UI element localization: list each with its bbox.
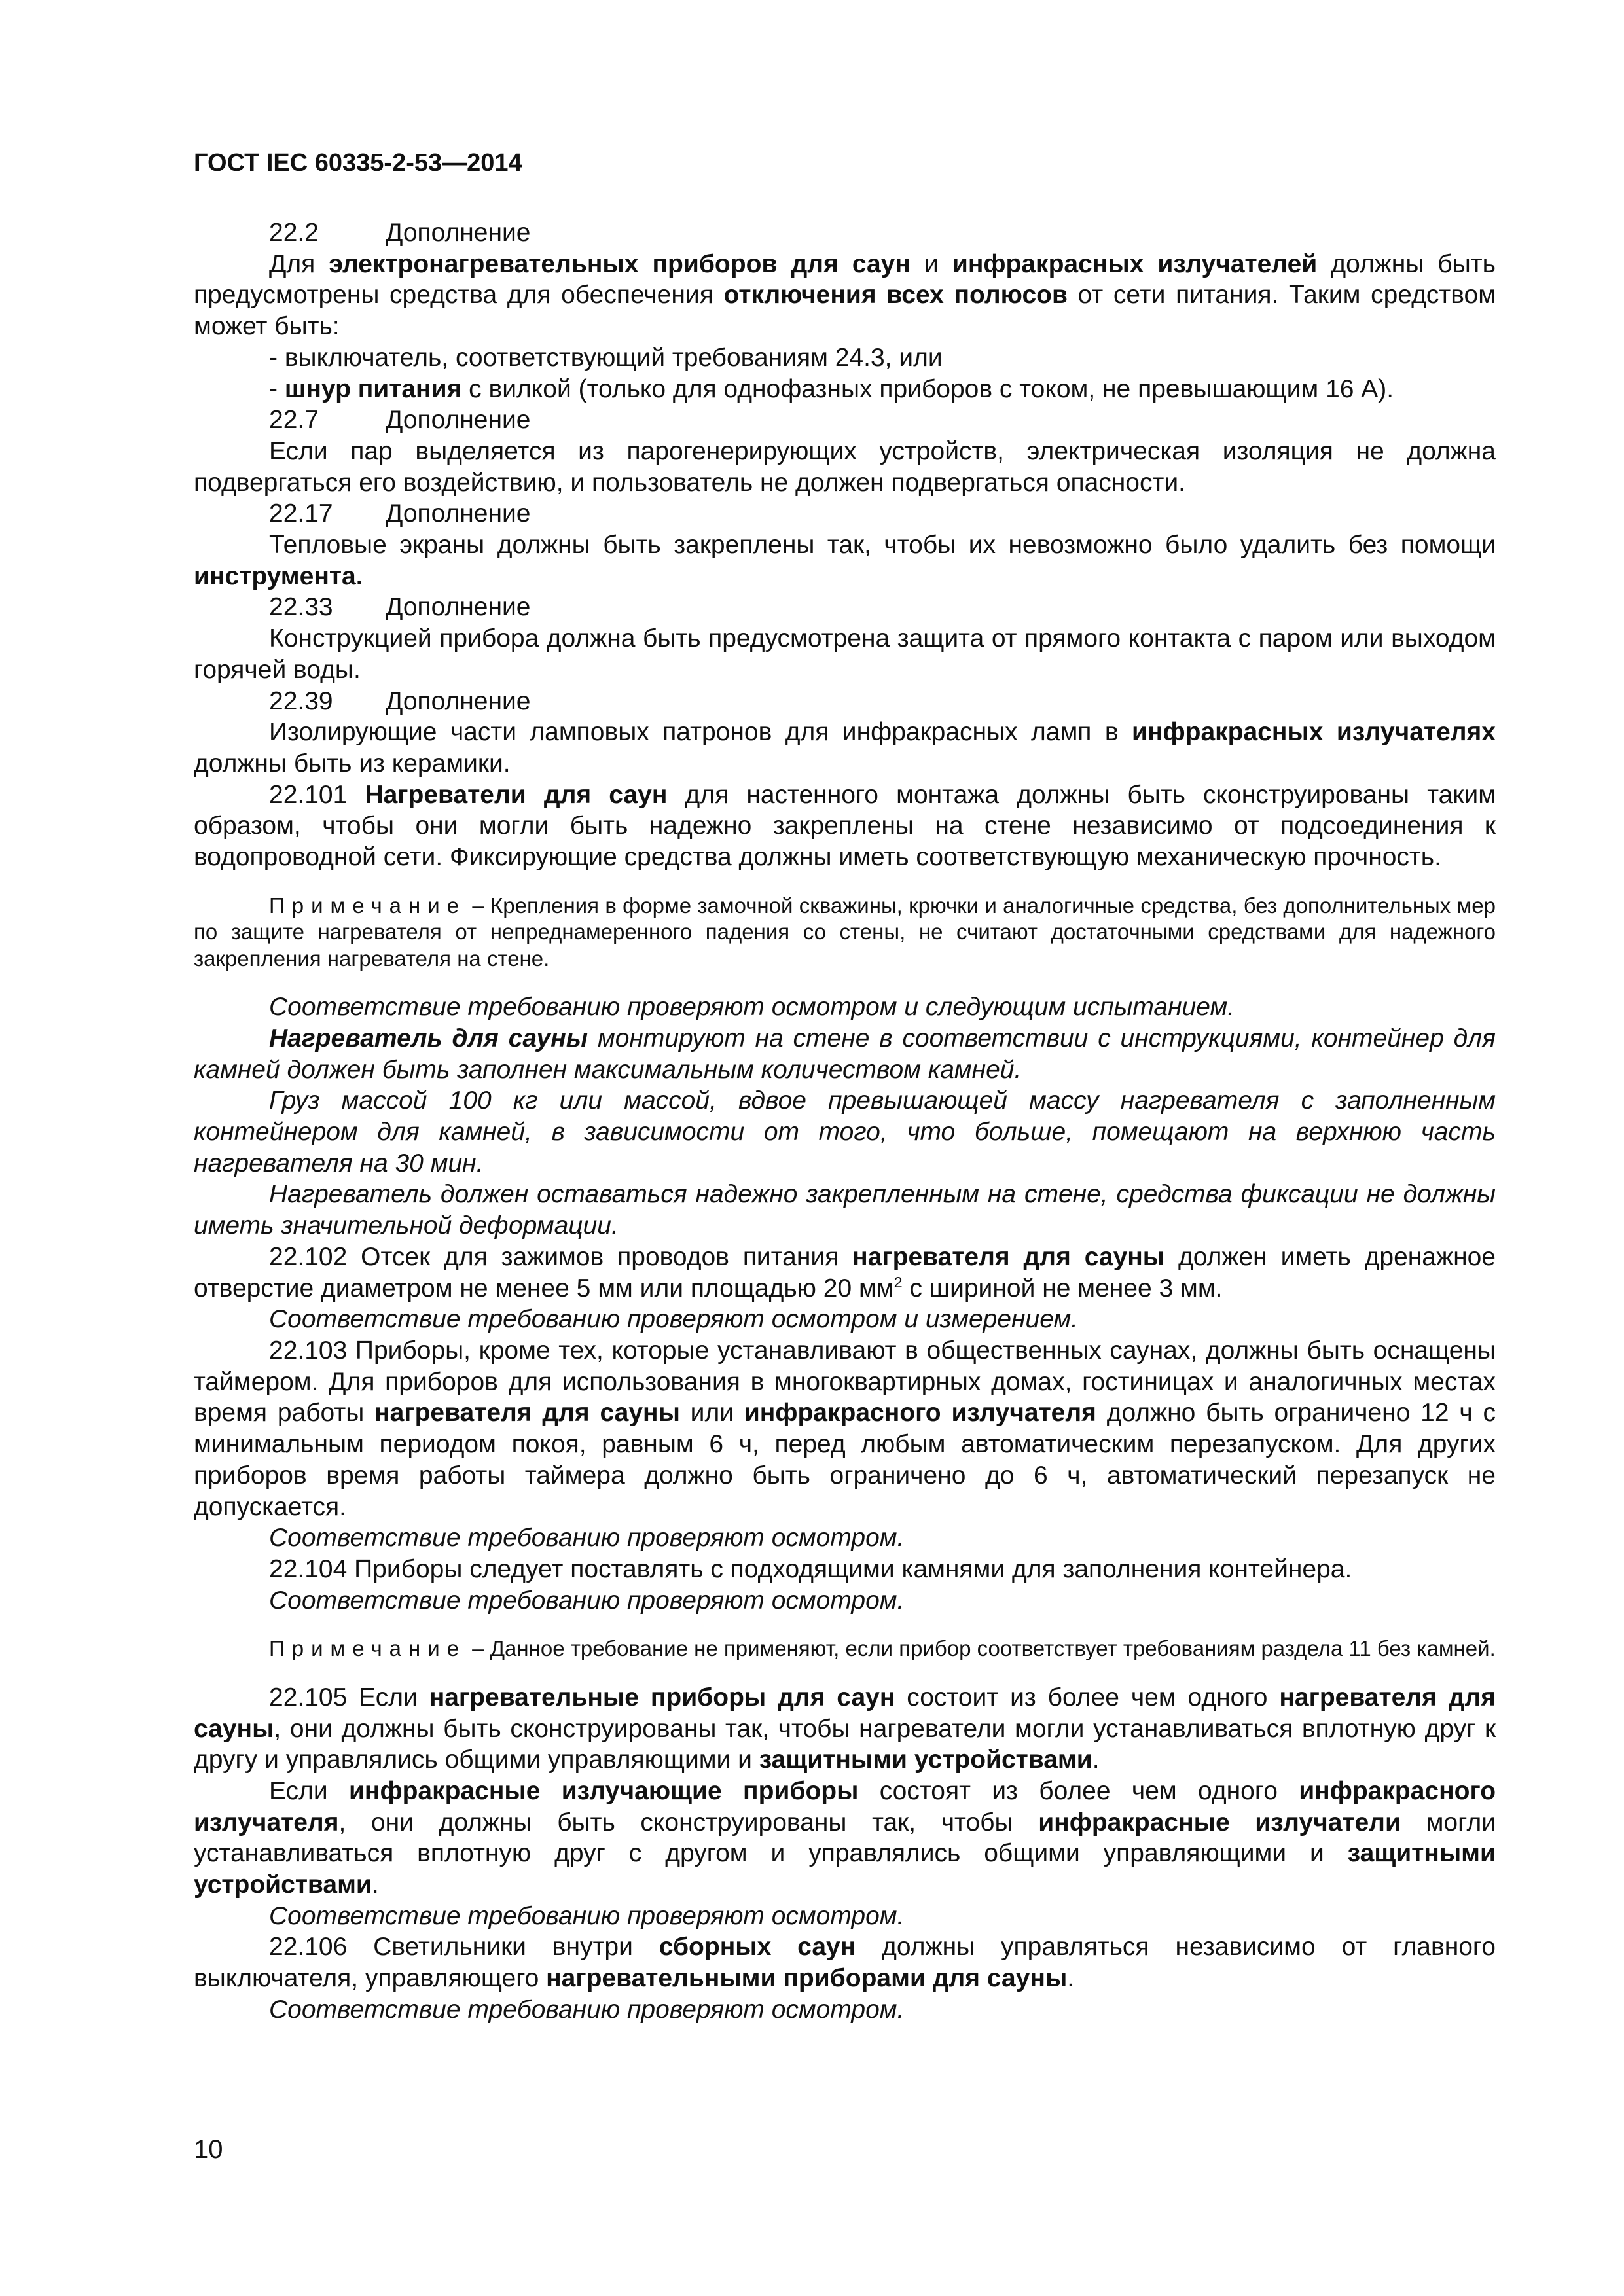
note-paragraph bbox=[194, 893, 1496, 973]
body-paragraph bbox=[194, 992, 1496, 1023]
body-paragraph bbox=[194, 1023, 1496, 1085]
text: должны быть предусмотрены средства для обеспечения bbox=[194, 249, 1496, 310]
text: . bbox=[371, 1871, 379, 1899]
text: , они должны быть сконструированы так, чтобы нагреватели могли устанавливаться вплотную друг к другу и управлялись общими управляющими и bbox=[194, 1714, 1496, 1774]
body-paragraph bbox=[194, 1085, 1496, 1179]
document-header: ГОСТ IEC 60335-2-53—2014 bbox=[194, 149, 522, 177]
text: 22.103 Приборы, кроме тех, которые устанавливают в общественных саунах, должны быть оснащены таймером. Для приборов для использования в многоквартирных домах, гостиницах и аналогичных местах время работы bbox=[194, 1336, 1496, 1427]
page-number: 10 bbox=[194, 2135, 223, 2164]
text: Дополнение bbox=[386, 593, 531, 622]
test-text: Соответствие требованию проверяют осмотром и измерением. bbox=[269, 1305, 1079, 1334]
body-paragraph bbox=[194, 1931, 1496, 1994]
term-bold: нагревательными приборами для сауны bbox=[546, 1964, 1068, 1993]
body-paragraph bbox=[194, 1901, 1496, 1932]
text: Если bbox=[269, 1776, 349, 1805]
spacer bbox=[194, 1662, 1496, 1682]
term-bold: инфракрасного излучателя bbox=[194, 1776, 1496, 1837]
term-bold: инфракрасных излучателей bbox=[952, 249, 1318, 278]
text: 22.106 Светильники внутри bbox=[269, 1933, 659, 1962]
spacer bbox=[194, 972, 1496, 992]
term-bold-italic bbox=[269, 1024, 588, 1052]
term-bold: защитными устройствами bbox=[759, 1746, 1092, 1774]
term-bold: нагревателя для сауны bbox=[194, 1683, 1496, 1743]
body-paragraph bbox=[194, 374, 1496, 405]
clause-number: 22.17 bbox=[269, 499, 333, 528]
document-body bbox=[194, 147, 1496, 2026]
text: Изолирующие части ламповых патронов для инфракрасных ламп в bbox=[269, 718, 1132, 747]
text: от сети питания. Таким средством может быть: bbox=[194, 281, 1496, 341]
body-paragraph bbox=[194, 1994, 1496, 2026]
body-paragraph bbox=[194, 436, 1496, 498]
text: должны управляться независимо от главного выключателя, управляющего bbox=[194, 1933, 1496, 1993]
term-bold: нагревателя для сауны bbox=[852, 1242, 1165, 1271]
note-label: Примечание bbox=[269, 893, 467, 918]
clause-number: 22.2 bbox=[269, 219, 319, 247]
clause-heading bbox=[194, 686, 1496, 717]
clause-heading bbox=[194, 404, 1496, 436]
term-bold: инфракрасные излучающие приборы bbox=[348, 1776, 859, 1805]
text: – Крепления в форме замочной скважины, крючки и аналогичные средства, без дополнительных мер по защите нагревателя от непреднамеренного падения со стены, не считают достаточными средствами для надежного закрепления нагревателя на стене. bbox=[194, 893, 1496, 971]
text: - выключатель, соответствующий требованиям 24.3, или bbox=[269, 343, 943, 372]
text: Тепловые экраны должны быть закреплены так, чтобы их невозможно было удалить без помощи bbox=[269, 531, 1496, 560]
spacer bbox=[194, 873, 1496, 893]
body-paragraph bbox=[194, 1335, 1496, 1522]
text: 22.105 Если bbox=[269, 1683, 429, 1712]
clause-number: 22.7 bbox=[269, 406, 319, 435]
text: Для bbox=[269, 249, 329, 278]
text: Если пар выделяется из парогенерирующих устройств, электрическая изоляция не должна подвергаться его воздействию, и пользователь не должен подвергаться опасности. bbox=[194, 437, 1496, 497]
text: . bbox=[1092, 1746, 1100, 1774]
text: Дополнение bbox=[386, 406, 531, 435]
spacer bbox=[194, 1616, 1496, 1636]
test-text: Соответствие требованию проверяют осмотром. bbox=[269, 1995, 905, 2024]
text: . bbox=[1067, 1964, 1075, 1993]
body-paragraph bbox=[194, 1585, 1496, 1617]
term-bold: Нагреватель для сауны bbox=[269, 1024, 588, 1052]
text: или bbox=[679, 1399, 744, 1427]
clause-number: 22.39 bbox=[269, 687, 333, 715]
term-bold: сборных саун bbox=[659, 1933, 856, 1962]
text: Конструкцией прибора должна быть предусмотрена защита от прямого контакта с паром или выходом горячей воды. bbox=[194, 624, 1496, 684]
body-paragraph bbox=[194, 780, 1496, 873]
term-bold: Нагреватели для саун bbox=[365, 780, 668, 809]
text: могли устанавливаться вплотную друг с другом и управлялись общими управляющими и bbox=[194, 1808, 1496, 1868]
body-paragraph bbox=[194, 1522, 1496, 1554]
term-bold: инструмента. bbox=[194, 562, 363, 590]
spacer bbox=[194, 147, 1496, 217]
text: с шириной не менее 3 мм. bbox=[902, 1274, 1223, 1302]
text: 22.101 bbox=[269, 780, 365, 809]
body-paragraph bbox=[194, 1682, 1496, 1776]
test-text: Нагреватель должен оставаться надежно закрепленным на стене, средства фиксации не должны иметь значительной деформации. bbox=[194, 1180, 1496, 1240]
term-bold: инфракрасные излучатели bbox=[1038, 1808, 1401, 1837]
test-text: Груз массой 100 кг или массой, вдвое превышающей массу нагревателя с заполненным контейнером для камней, в зависимости от того, что больше, помещают на верхнюю часть нагревателя на 30 мин. bbox=[194, 1086, 1496, 1177]
text: для настенного монтажа должны быть сконструированы таким образом, чтобы они могли быть надежно закреплены на стене независимо от подсоединения к водопроводной сети. Фиксирующие средства должны иметь соответствующую механическую прочность. bbox=[194, 780, 1496, 872]
term-bold: отключения всех полюсов bbox=[723, 281, 1068, 310]
body-paragraph bbox=[194, 1179, 1496, 1241]
body-paragraph bbox=[194, 529, 1496, 592]
body-paragraph bbox=[194, 623, 1496, 685]
text: с вилкой (только для однофазных приборов с током, не превышающим 16 А). bbox=[461, 374, 1394, 403]
text: должно быть ограничено 12 ч с минимальным периодом покоя, равным 6 ч, перед любым автоматическим перезапуском. Для других приборов время работы таймера должно быть ограничено до 6 ч, автоматический перезапуск не допускается. bbox=[194, 1399, 1496, 1521]
term-bold: защитными устройствами bbox=[194, 1839, 1496, 1899]
text: Дополнение bbox=[386, 687, 531, 715]
body-paragraph bbox=[194, 1776, 1496, 1901]
test-text: Соответствие требованию проверяют осмотром. bbox=[269, 1901, 905, 1930]
clause-heading bbox=[194, 592, 1496, 623]
body-paragraph bbox=[194, 342, 1496, 374]
text: должен иметь дренажное отверстие диаметром не менее 5 мм или площадью 20 мм bbox=[194, 1242, 1496, 1302]
test-text: монтируют на стене в соответствии с инструкциями, контейнер для камней должен быть заполнен максимальным количеством камней. bbox=[194, 1024, 1496, 1084]
term-bold: инфракрасных излучателях bbox=[1131, 718, 1496, 747]
text: состоят из более чем одного bbox=[858, 1776, 1299, 1805]
text: и bbox=[910, 249, 952, 278]
clause-number: 22.33 bbox=[269, 593, 333, 622]
term-bold: инфракрасного излучателя bbox=[744, 1399, 1096, 1427]
text: 22.102 Отсек для зажимов проводов питания bbox=[269, 1242, 853, 1271]
clause-heading bbox=[194, 498, 1496, 529]
text: Дополнение bbox=[386, 499, 531, 528]
text: Дополнение bbox=[386, 219, 531, 247]
term-bold: шнур питания bbox=[284, 374, 462, 403]
body-paragraph bbox=[194, 1554, 1496, 1585]
text: - bbox=[269, 374, 285, 403]
body-paragraph bbox=[194, 1242, 1496, 1304]
term-bold: электронагревательных приборов для саун bbox=[329, 249, 911, 278]
note-label: Примечание bbox=[269, 1636, 467, 1661]
body-paragraph bbox=[194, 249, 1496, 342]
test-text: Соответствие требованию проверяют осмотром и следующим испытанием. bbox=[269, 993, 1235, 1022]
test-text: Соответствие требованию проверяют осмотром. bbox=[269, 1524, 905, 1552]
body-paragraph bbox=[194, 1304, 1496, 1335]
clause-heading bbox=[194, 217, 1496, 249]
text: состоит из более чем одного bbox=[895, 1683, 1280, 1712]
test-text: Соответствие требованию проверяют осмотром. bbox=[269, 1586, 905, 1615]
term-bold: нагревательные приборы для саун bbox=[429, 1683, 895, 1712]
text: 22.104 Приборы следует поставлять с подходящими камнями для заполнения контейнера. bbox=[269, 1554, 1352, 1583]
text: должны быть из керамики. bbox=[194, 749, 511, 778]
body-paragraph bbox=[194, 717, 1496, 779]
term-bold: нагревателя для сауны bbox=[374, 1399, 680, 1427]
note-paragraph bbox=[194, 1636, 1496, 1662]
superscript: 2 bbox=[893, 1273, 903, 1291]
text: , они должны быть сконструированы так, чтобы bbox=[338, 1808, 1039, 1837]
text: – Данное требование не применяют, если прибор соответствует требованиям раздела 11 без камней. bbox=[466, 1636, 1496, 1661]
